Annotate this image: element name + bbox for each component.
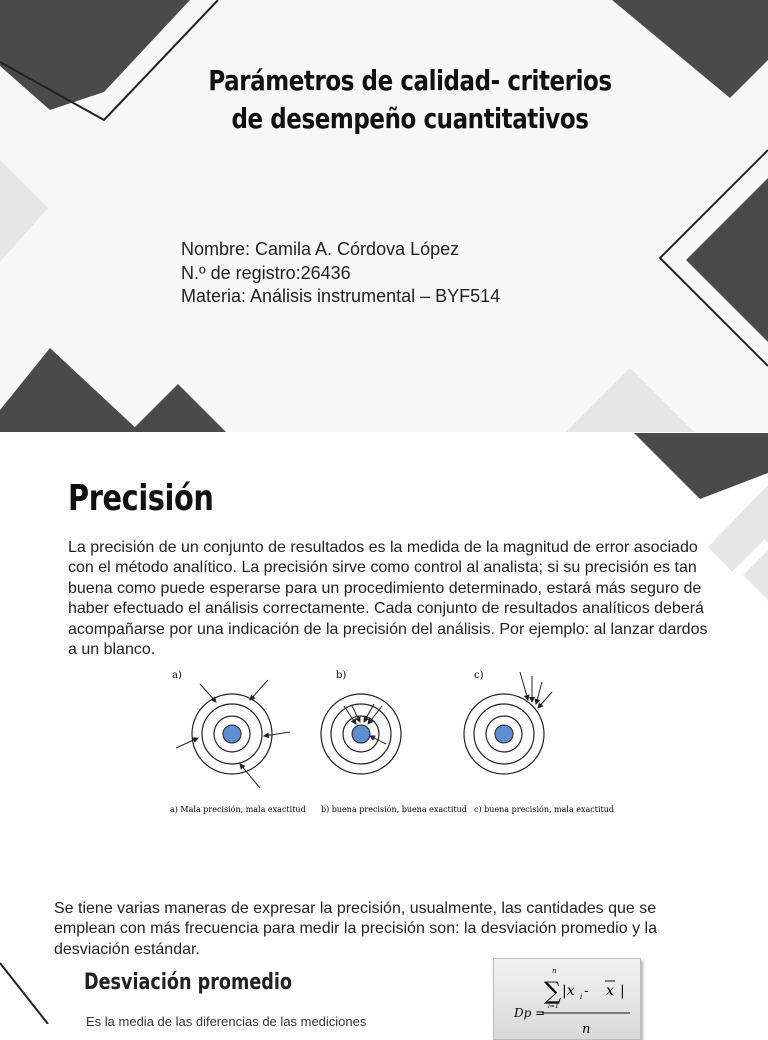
figure-caption-c: c) buena precisión, mala exactitud — [474, 805, 615, 814]
darts-target-figure — [160, 666, 620, 826]
average-deviation-heading: Desviación promedio — [84, 970, 292, 995]
title-line-2: de desempeño cuantitativos — [231, 102, 589, 135]
dark-diamond-right — [686, 178, 768, 342]
average-deviation-text: Es la media de las diferencias de las mediciones — [86, 1014, 367, 1029]
figure-label-b: b) — [336, 670, 347, 681]
formula-graphic — [494, 959, 640, 1039]
average-deviation-formula — [493, 958, 641, 1040]
target-a — [176, 680, 290, 788]
precision-paragraph: La precisión de un conjunto de resultados es la medida de la magnitud de error asociado con el método analítico. La precisión sirve como control al analista; si su precisión es tan buena como puede esperarse para un procedimiento determinado, estará más seguro de haber efectuado el análisis correctamente. Cada conjunto de resultados analíticos deberá acompañarse por una indicación de la precisión del análisis. Por ejemplo: al lanzar dardos a un blanco. — [68, 539, 708, 659]
light-triangle-bottomright — [566, 368, 694, 432]
subject: Materia: Análisis instrumental – BYF514 — [181, 286, 501, 306]
formula-sum-top: n — [552, 967, 557, 975]
formula-denominator: n — [582, 1022, 591, 1037]
formula-minus: - — [584, 983, 589, 999]
formula-xbar: x — [606, 983, 614, 999]
dark-chevron-bottomleft — [0, 348, 140, 432]
dark-triangle-bottom — [130, 384, 226, 432]
target-b — [321, 694, 401, 774]
outline-bottomleft-2 — [0, 963, 48, 1024]
sigma-icon: ∑ — [544, 977, 562, 1005]
abs-bar-icon: | — [620, 983, 625, 999]
title-line-1: Parámetros de calidad- criterios — [208, 64, 612, 97]
target-c — [464, 672, 552, 774]
precision-heading: Precisión — [68, 478, 214, 519]
student-name: Nombre: Camila A. Córdova López — [181, 239, 460, 259]
figure-caption-b: b) buena precisión, buena exactitud — [321, 805, 467, 814]
figure-label-a: a) — [172, 670, 182, 681]
formula-subscript: i — [580, 993, 583, 1001]
figure-label-c: c) — [474, 670, 484, 681]
formula-lhs: Dp = — [514, 1006, 546, 1020]
figure-caption-a: a) Mala precisión, mala exactitud — [170, 805, 306, 814]
slide-title — [189, 62, 632, 138]
title-slide — [0, 0, 768, 432]
dark-chevron-topleft — [0, 0, 190, 110]
precision-methods-paragraph: Se tiene varias maneras de expresar la precisión, usualmente, las cantidades que se emplean con más frecuencia para medir la precisión son: la desviación promedio y la desviación estándar. — [54, 900, 657, 958]
dark-shape-topright — [612, 0, 768, 98]
formula-numerator: |x — [562, 983, 575, 999]
registry-number: N.º de registro:26436 — [181, 262, 351, 283]
light-triangle-left — [0, 160, 48, 262]
dark-shape-topright-2 — [634, 433, 768, 499]
formula-sum-bottom: i=1 — [548, 1003, 559, 1010]
student-info — [181, 238, 500, 309]
